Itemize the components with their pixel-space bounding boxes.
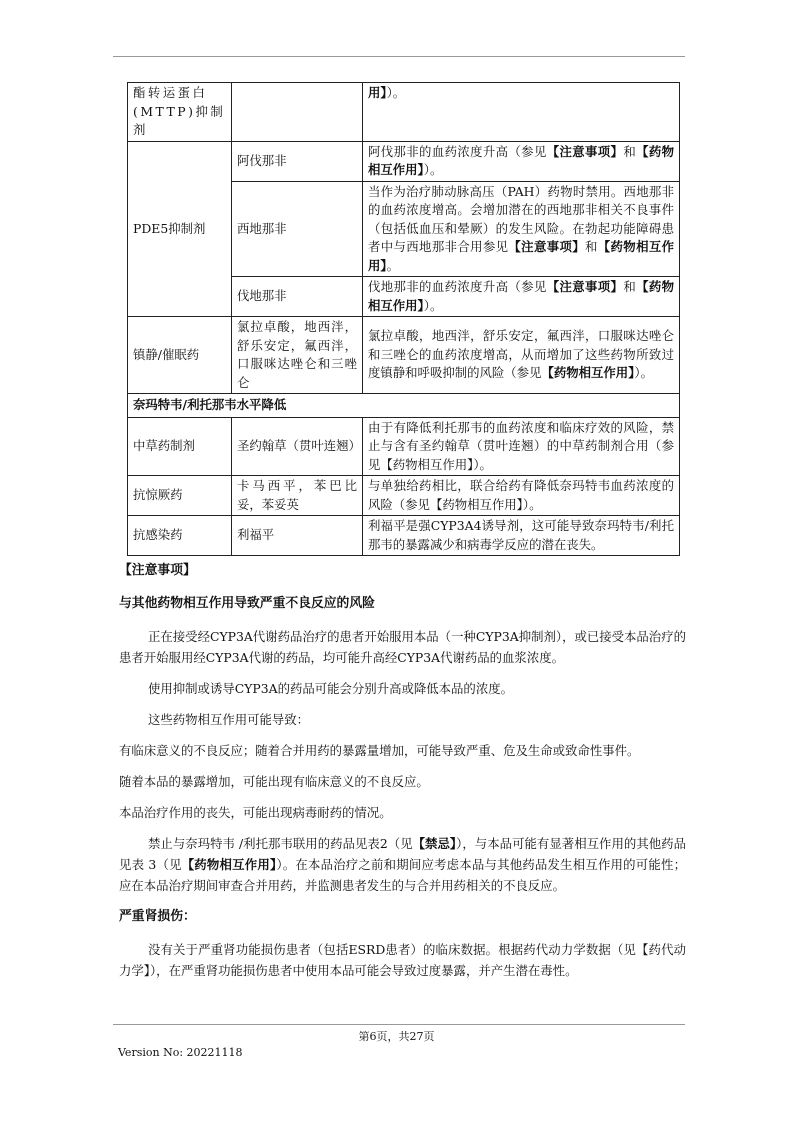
paragraph: 随着本品的暴露增加，可能出现有临床意义的不良反应。	[119, 774, 429, 789]
paragraph: 有临床意义的不良反应；随着合并用药的暴露量增加，可能导致严重、危及生命或致命性事件。	[119, 743, 640, 758]
effect-cell: 由于有降低利托那韦的血药浓度和临床疗效的风险，禁止与含有圣约翰草（贯叶连翘）的中草药制剂合用（参见【药物相互作用】）。	[363, 417, 680, 476]
table-section-row	[128, 394, 680, 418]
footer-rule	[113, 1024, 685, 1025]
table-row	[128, 83, 680, 142]
page-number: 第6页，共27页	[358, 1030, 435, 1043]
paragraph: 正在接受经CYP3A代谢药品治疗的患者开始服用本品（一种CYP3A抑制剂），或已接受本品治疗的患者开始服用经CYP3A代谢的药品，均可能升高经CYP3A代谢药品的血浆浓度。	[119, 629, 686, 665]
precautions-heading: 【注意事项】	[119, 563, 196, 578]
paragraph: 使用抑制或诱导CYP3A的药品可能会分别升高或降低本品的浓度。	[148, 681, 513, 696]
drug-name-cell: 利福平	[232, 516, 363, 556]
paragraph: 这些药物相互作用可能导致：	[148, 712, 310, 727]
effect-cell: 阿伐那非的血药浓度升高（参见【注意事项】和【药物相互作用】）。	[363, 141, 680, 181]
contraindication-table	[127, 82, 680, 556]
drug-name-cell: 西地那非	[232, 181, 363, 277]
drug-class-cell: 酯转运蛋白(MTTP)抑制剂	[128, 83, 232, 142]
paragraph: 没有关于严重肾功能损伤患者（包括ESRD患者）的临床数据。根据药代动力学数据（见【药代动力学】），在严重肾功能损伤患者中使用本品可能会导致过度暴露，并产生潜在毒性。	[119, 942, 687, 978]
precautions-section	[119, 560, 686, 991]
renal-subheading: 严重肾损伤：	[119, 909, 196, 924]
version-number: Version No: 20221118	[118, 1046, 243, 1059]
effect-cell: 利福平是强CYP3A4诱导剂，这可能导致奈玛特韦/利托那韦的暴露减少和病毒学反应的潜在丧失。	[363, 516, 680, 556]
drug-name-cell	[232, 83, 363, 142]
paragraph: 本品治疗作用的丧失，可能出现病毒耐药的情况。	[119, 805, 392, 820]
effect-cell: 与单独给药相比，联合给药有降低奈玛特韦血药浓度的风险（参见【药物相互作用】）。	[363, 476, 680, 516]
drug-name-cell: 卡马西平，苯巴比妥，苯妥英	[232, 476, 363, 516]
table-row	[128, 317, 680, 394]
interactions-subheading: 与其他药物相互作用导致严重不良反应的风险	[119, 596, 375, 611]
effect-cell: 伐地那非的血药浓度升高（参见【注意事项】和【药物相互作用】）。	[363, 277, 680, 317]
table-row	[128, 476, 680, 516]
section-title: 奈玛特韦/利托那韦水平降低	[128, 394, 680, 418]
paragraph: 禁止与奈玛特韦 /利托那韦联用的药品见表2（见【禁忌】），与本品可能有显著相互作用的其他药品见表 3（见【药物相互作用】）。在本品治疗之前和期间应考虑本品与其他药品发生相互作用的可能性；应在本品治疗期间审查合并用药，并监测患者发生的与合并用药相关的不良反应。	[119, 836, 686, 893]
drug-class-cell: 中草药制剂	[128, 417, 232, 476]
effect-cell: 氯拉卓酸，地西泮，舒乐安定，氟西泮，口服咪达唑仑和三唑仑的血药浓度增高，从而增加了这些药物所致过度镇静和呼吸抑制的风险（参见【药物相互作用】）。	[363, 317, 680, 394]
effect-cell: 用】）。	[363, 83, 680, 142]
drug-name-cell: 伐地那非	[232, 277, 363, 317]
table-row	[128, 417, 680, 476]
drug-name-cell: 圣约翰草（贯叶连翘）	[232, 417, 363, 476]
table-row	[128, 141, 680, 181]
header-rule	[113, 56, 685, 57]
drug-class-cell: 抗感染药	[128, 516, 232, 556]
drug-name-cell: 氯拉卓酸，地西泮，舒乐安定，氟西泮，口服咪达唑仑和三唑仑	[232, 317, 363, 394]
table-row	[128, 516, 680, 556]
drug-class-cell: 抗惊厥药	[128, 476, 232, 516]
drug-name-cell: 阿伐那非	[232, 141, 363, 181]
effect-cell: 当作为治疗肺动脉高压（PAH）药物时禁用。西地那非的血药浓度增高。会增加潜在的西地那非相关不良事件（包括低血压和晕厥）的发生风险。在勃起功能障碍患者中与西地那非合用参见【注意事项】和【药物相互作用】。	[363, 181, 680, 277]
drug-class-cell: 镇静/催眠药	[128, 317, 232, 394]
drug-class-cell: PDE5抑制剂	[128, 141, 232, 317]
